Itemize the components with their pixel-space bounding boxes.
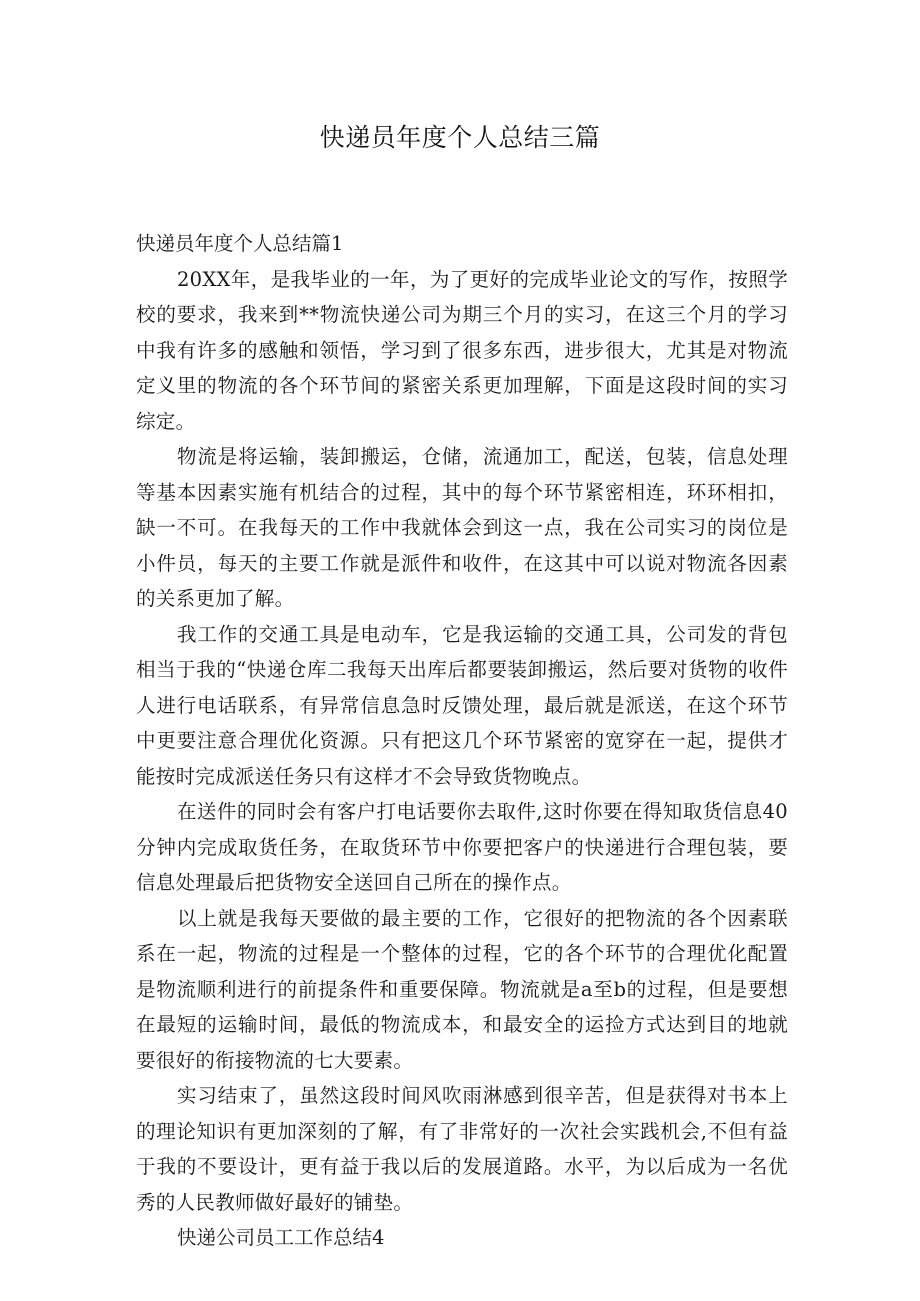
- document-body: [136, 226, 788, 1256]
- document-title: 快递员年度个人总结三篇: [319, 123, 601, 152]
- paragraph-6: 实习结束了，虽然这段时间风吹雨淋感到很辛苦，但是获得对书本上的理论知识有更加深刻的了解，有了非常好的一次社会实践机会,不但有益于我的不要设计，更有益于我以后的发展道路。水平，为以后成为一名优秀的人民教师做好最好的铺垫。: [136, 1084, 788, 1214]
- closing-heading: 快递公司员工工作总结4: [176, 1226, 385, 1249]
- paragraph-1: 20XX年，是我毕业的一年，为了更好的完成毕业论文的写作，按照学校的要求，我来到**物流快递公司为期三个月的实习，在这三个月的学习中我有许多的感触和领悟，学习到了很多东西，进步很大，尤其是对物流定义里的物流的各个环节间的紧密关系更加理解，下面是这段时间的实习综定。: [136, 267, 788, 433]
- paragraph-2: 物流是将运输，装卸搬运，仓储，流通加工，配送，包装，信息处理等基本因素实施有机结合的过程，其中的每个环节紧密相连，环环相扣，缺一不可。在我每天的工作中我就体会到这一点，我在公司实习的岗位是小件员，每天的主要工作就是派件和收件，在这其中可以说对物流各因素的关系更加了解。: [136, 445, 788, 610]
- paragraph-4: 在送件的同时会有客户打电话要你去取件,这时你要在得知取货信息40分钟内完成取货任务，在取货环节中你要把客户的快递进行合理包装，要信息处理最后把货物安全送回自己所在的操作点。: [136, 800, 788, 894]
- paragraph-3: 我工作的交通工具是电动车，它是我运输的交通工具，公司发的背包相当于我的“快递仓库二我每天出库后都要装卸搬运，然后要对货物的收件人进行电话联系，有异常信息急时反馈处理，最后就是派送，在这个环节中更要注意合理优化资源。只有把这几个环节紧密的宽穿在一起，提供才能按时完成派送任务只有这样才不会导致货物晚点。: [136, 622, 788, 788]
- section-heading: 快递员年度个人总结篇1: [136, 232, 344, 255]
- paragraph-5: 以上就是我每天要做的最主要的工作，它很好的把物流的各个因素联系在一起，物流的过程是一个整体的过程，它的各个环节的合理优化配置是物流顺利进行的前提条件和重要保障。物流就是a至b的过程，但是要想在最短的运输时间，最低的物流成本，和最安全的运捡方式达到目的地就要很好的衔接物流的七大要素。: [136, 906, 788, 1072]
